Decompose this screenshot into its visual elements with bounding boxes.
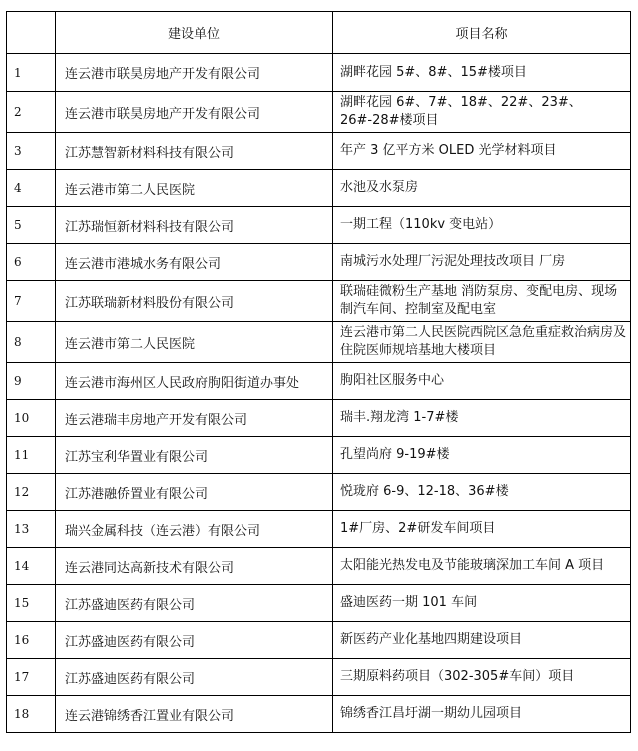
table-row (7, 244, 631, 281)
row-number: 4 (7, 170, 56, 207)
table-row (7, 207, 631, 244)
row-project: 联瑞硅微粉生产基地 消防泵房、变配电房、现场制汽车间、控制室及配电室 (333, 281, 631, 322)
row-project: 孔望尚府 9-19#楼 (333, 437, 631, 474)
row-unit: 江苏盛迪医药有限公司 (56, 659, 333, 696)
row-project: 连云港市第二人民医院西院区急危重症救治病房及住院医师规培基地大楼项目 (333, 322, 631, 363)
row-unit: 江苏盛迪医药有限公司 (56, 622, 333, 659)
row-number: 6 (7, 244, 56, 281)
table-row (7, 54, 631, 92)
row-unit: 连云港市第二人民医院 (56, 170, 333, 207)
row-unit: 连云港锦绣香江置业有限公司 (56, 696, 333, 733)
row-unit: 连云港瑞丰房地产开发有限公司 (56, 400, 333, 437)
row-project: 太阳能光热发电及节能玻璃深加工车间 A 项目 (333, 548, 631, 585)
row-project: 新医药产业化基地四期建设项目 (333, 622, 631, 659)
table-row (7, 511, 631, 548)
row-project: 朐阳社区服务中心 (333, 363, 631, 400)
row-number: 8 (7, 322, 56, 363)
row-number: 1 (7, 54, 56, 92)
table-row (7, 133, 631, 170)
row-project: 湖畔花园 6#、7#、18#、22#、23#、26#-28#楼项目 (333, 92, 631, 133)
row-unit: 江苏盛迪医药有限公司 (56, 585, 333, 622)
header-project: 项目名称 (333, 12, 631, 54)
row-project: 1#厂房、2#研发车间项目 (333, 511, 631, 548)
row-number: 16 (7, 622, 56, 659)
table-row (7, 170, 631, 207)
table-row (7, 281, 631, 322)
row-unit: 江苏宝利华置业有限公司 (56, 437, 333, 474)
table-row (7, 659, 631, 696)
header-unit: 建设单位 (56, 12, 333, 54)
row-project: 瑞丰.翔龙湾 1-7#楼 (333, 400, 631, 437)
row-number: 17 (7, 659, 56, 696)
table-row (7, 400, 631, 437)
project-table (6, 11, 631, 733)
row-number: 18 (7, 696, 56, 733)
table-row (7, 92, 631, 133)
row-unit: 连云港市第二人民医院 (56, 322, 333, 363)
row-unit: 江苏瑞恒新材料科技有限公司 (56, 207, 333, 244)
table-row (7, 585, 631, 622)
row-number: 11 (7, 437, 56, 474)
row-number: 3 (7, 133, 56, 170)
row-project: 南城污水处理厂污泥处理技改项目 厂房 (333, 244, 631, 281)
table-row (7, 322, 631, 363)
row-project: 一期工程（110kv 变电站） (333, 207, 631, 244)
row-project: 悦珑府 6-9、12-18、36#楼 (333, 474, 631, 511)
row-unit: 连云港市海州区人民政府朐阳街道办事处 (56, 363, 333, 400)
row-unit: 江苏港融侨置业有限公司 (56, 474, 333, 511)
row-number: 10 (7, 400, 56, 437)
row-project: 锦绣香江昌圩湖一期幼儿园项目 (333, 696, 631, 733)
row-unit: 连云港市港城水务有限公司 (56, 244, 333, 281)
row-unit: 江苏联瑞新材料股份有限公司 (56, 281, 333, 322)
row-number: 12 (7, 474, 56, 511)
table-row (7, 548, 631, 585)
row-number: 13 (7, 511, 56, 548)
row-unit: 连云港市联昊房地产开发有限公司 (56, 92, 333, 133)
row-project: 水池及水泵房 (333, 170, 631, 207)
header-number (7, 12, 56, 54)
row-unit: 连云港同达高新技术有限公司 (56, 548, 333, 585)
row-number: 5 (7, 207, 56, 244)
table-row (7, 696, 631, 733)
row-number: 2 (7, 92, 56, 133)
row-project: 盛迪医药一期 101 车间 (333, 585, 631, 622)
row-number: 9 (7, 363, 56, 400)
row-project: 三期原料药项目（302-305#车间）项目 (333, 659, 631, 696)
row-number: 15 (7, 585, 56, 622)
row-project: 湖畔花园 5#、8#、15#楼项目 (333, 54, 631, 92)
row-project: 年产 3 亿平方米 OLED 光学材料项目 (333, 133, 631, 170)
row-unit: 瑞兴金属科技（连云港）有限公司 (56, 511, 333, 548)
row-unit: 江苏慧智新材料科技有限公司 (56, 133, 333, 170)
row-unit: 连云港市联昊房地产开发有限公司 (56, 54, 333, 92)
table-row (7, 622, 631, 659)
row-number: 7 (7, 281, 56, 322)
table-header-row (7, 12, 631, 54)
table-row (7, 474, 631, 511)
table-row (7, 437, 631, 474)
table-row (7, 363, 631, 400)
row-number: 14 (7, 548, 56, 585)
